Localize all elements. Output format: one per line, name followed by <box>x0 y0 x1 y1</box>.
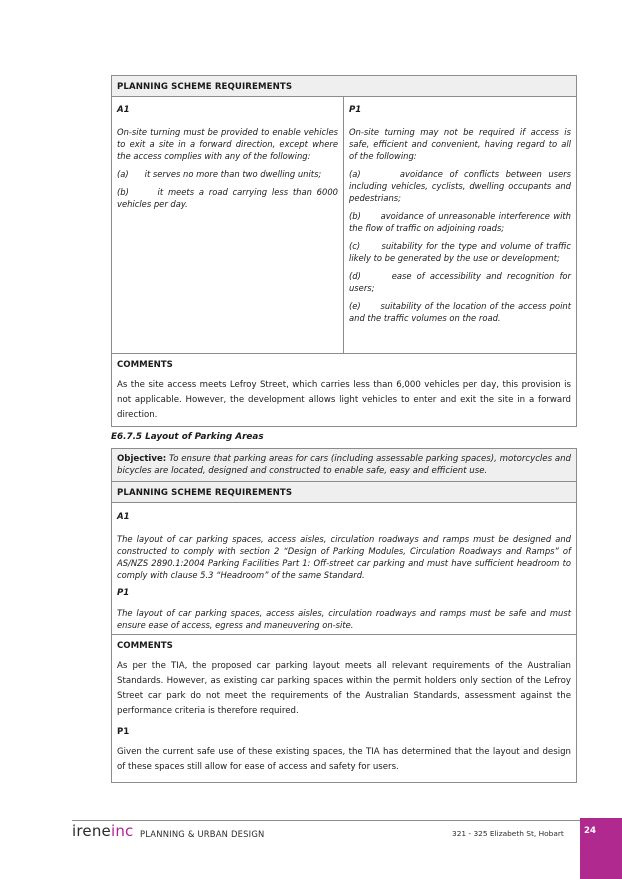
comments-p1-label: P1 <box>117 727 130 737</box>
comments-text-1: As per the TIA, the proposed car parking layout meets all relevant requirements of the Australian Standards. However, as existing car parking spaces within the permit holders only section of the Lefroy Street car park do not meet the requirements of the Australian Standards, assessment against the performance criteria is therefore required. <box>117 661 571 716</box>
requirements-section <box>112 503 576 635</box>
p1-item-d: (d) ease of accessibility and recognition for users; <box>349 271 571 293</box>
a1-text: The layout of car parking spaces, access aisles, circulation roadways and ramps must be designed and constructed to comply with section 2 “Design of Parking Modules, Circulation Roadways and Ramps” of AS/NZS 2890.1:2004 Parking Facilities Part 1: Off-street car parking and must have sufficient headroom to comply with clause 5.3 “Headroom” of the same Standard. <box>117 534 571 580</box>
a1-label: A1 <box>117 512 130 522</box>
footer-divider <box>72 820 622 821</box>
objective-text: To ensure that parking areas for cars (including assessable parking spaces), motorcycles and bicycles are located, designed and constructed to enable safe, easy and efficient use. <box>117 454 571 476</box>
requirements-columns <box>112 97 576 353</box>
comments-title: COMMENTS <box>117 360 173 370</box>
p1-text: The layout of car parking spaces, access aisles, circulation roadways and ramps must be safe and must ensure ease of access, egress and maneuvering on-site. <box>117 608 571 630</box>
table-header: PLANNING SCHEME REQUIREMENTS <box>112 482 576 503</box>
company-logo <box>72 822 134 840</box>
a1-item-b: (b) it meets a road carrying less than 6000 vehicles per day. <box>117 187 338 209</box>
page-number: 24 <box>584 826 596 836</box>
performance-criteria-column <box>344 97 576 353</box>
p1-item-e: (e) suitability of the location of the access point and the traffic volumes on the road. <box>349 301 571 323</box>
comments-text-2: Given the current safe use of these existing spaces, the TIA has determined that the layout and design of these spaces still allow for ease of access and safety for users. <box>117 747 571 772</box>
p1-intro: On-site turning may not be required if access is safe, efficient and convenient, having regard to all of the following: <box>349 127 571 161</box>
section-heading: E6.7.5 Layout of Parking Areas <box>111 432 264 442</box>
a1-label: A1 <box>117 105 130 115</box>
p1-label: P1 <box>117 588 130 598</box>
logo-irene: irene <box>72 822 111 840</box>
comments-section <box>112 353 576 427</box>
acceptable-solution-column <box>112 97 344 353</box>
p1-item-b: (b) avoidance of unreasonable interference with the flow of traffic on adjoining roads; <box>349 211 571 233</box>
objective-row <box>112 449 576 482</box>
a1-intro: On-site turning must be provided to enable vehicles to exit a site in a forward direction, except where the access complies with any of the following: <box>117 127 338 161</box>
requirements-table-parking-layout <box>111 448 577 783</box>
footer-address: 321 - 325 Elizabeth St, Hobart <box>452 829 564 838</box>
p1-item-c: (c) suitability for the type and volume of traffic likely to be generated by the use or development; <box>349 241 571 263</box>
p1-label: P1 <box>349 105 362 115</box>
a1-item-a: (a) it serves no more than two dwelling units; <box>117 169 322 179</box>
p1-item-a: (a) avoidance of conflicts between users including vehicles, cyclists, dwelling occupants and pedestrians; <box>349 169 571 203</box>
comments-text: As the site access meets Lefroy Street, which carries less than 6,000 vehicles per day, this provision is not applicable. However, the development allows light vehicles to enter and exit the site in a forward direction. <box>117 380 571 420</box>
table-header: PLANNING SCHEME REQUIREMENTS <box>112 76 576 97</box>
comments-title: COMMENTS <box>117 641 173 651</box>
objective-label: Objective: <box>117 454 167 464</box>
comments-section <box>112 635 576 779</box>
logo-inc: inc <box>110 822 134 840</box>
company-tagline: PLANNING & URBAN DESIGN <box>140 829 265 839</box>
requirements-table-turning <box>111 75 577 427</box>
